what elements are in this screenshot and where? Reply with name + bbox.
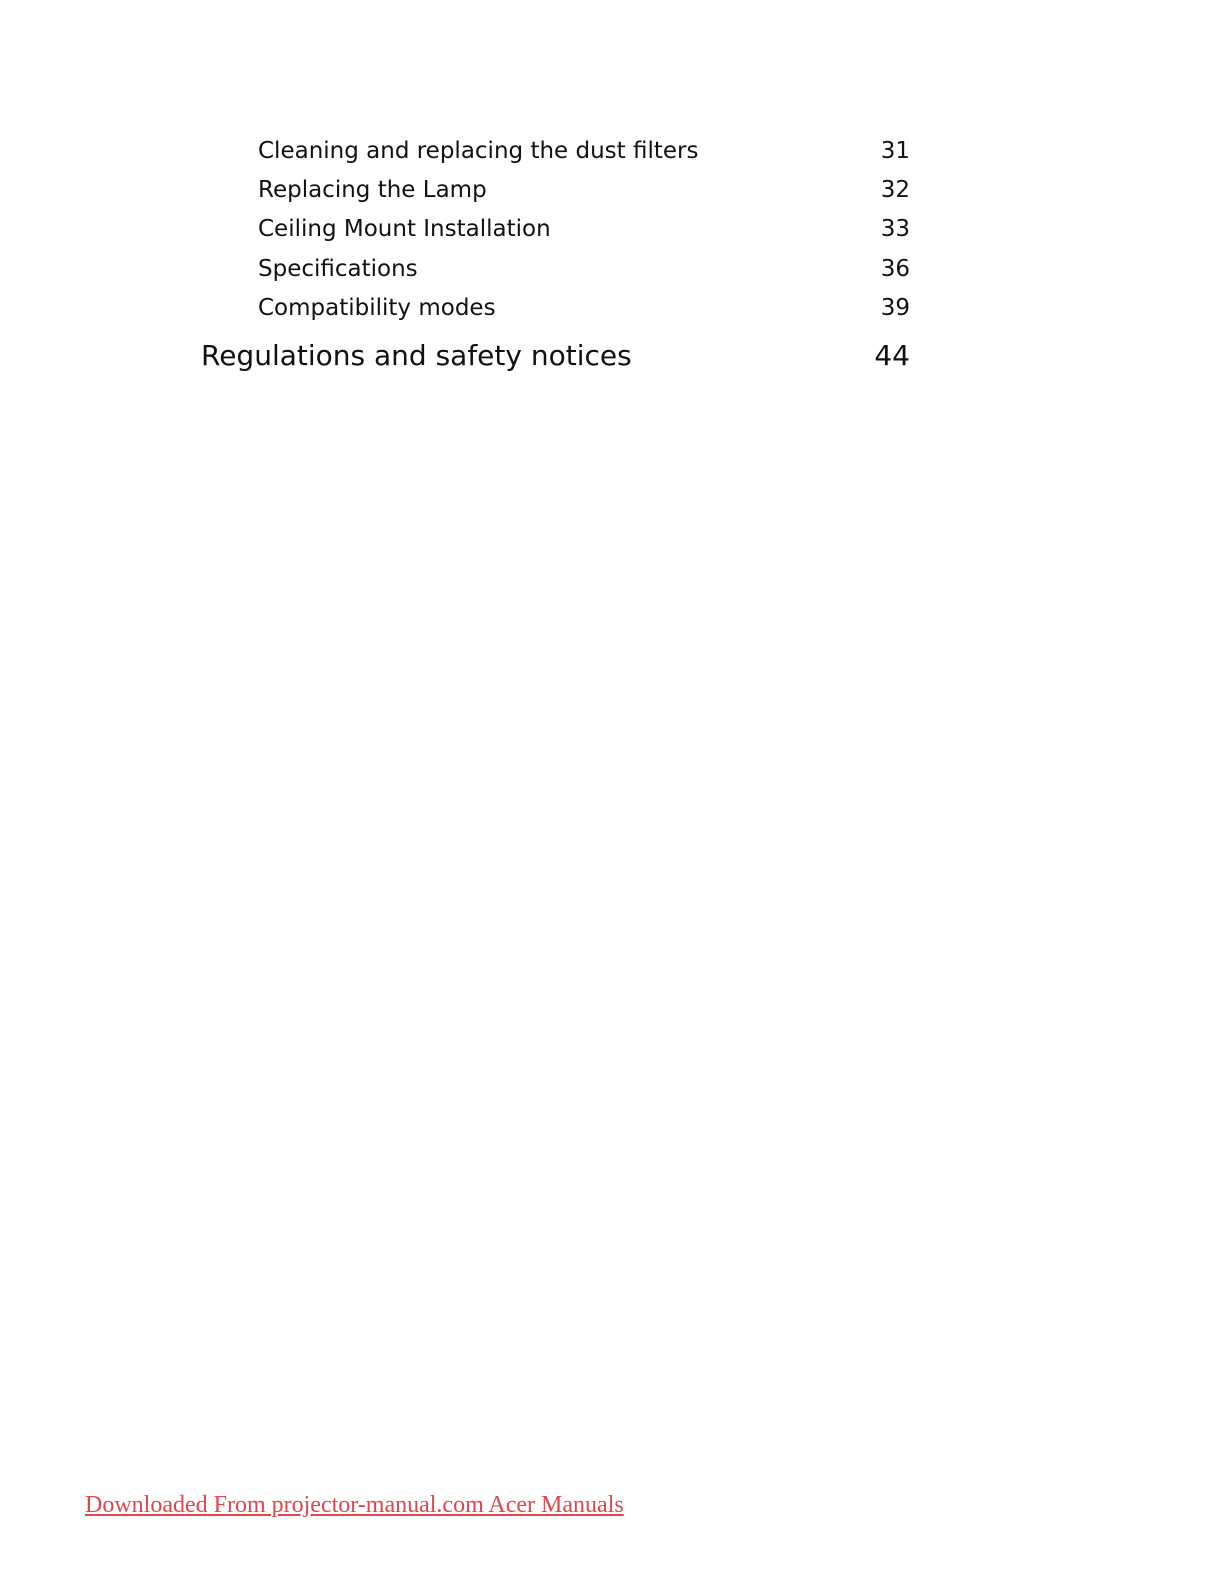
toc-entry-title: Cleaning and replacing the dust filters	[258, 138, 699, 164]
download-source-link[interactable]: Downloaded From projector-manual.com Acer Manuals	[85, 1492, 624, 1518]
toc-entry-title: Replacing the Lamp	[258, 177, 487, 203]
toc-entry-ceiling-mount[interactable]	[258, 216, 910, 242]
toc-section-title: Regulations and safety notices	[201, 339, 632, 372]
toc-entry-title: Compatibility modes	[258, 295, 496, 321]
toc-entry-replacing-lamp[interactable]	[258, 177, 910, 203]
toc-entry-page: 36	[880, 256, 910, 282]
toc-entry-page: 33	[880, 216, 910, 242]
toc-entry-page: 31	[880, 138, 910, 164]
toc-entry-dust-filters[interactable]	[258, 138, 910, 164]
toc-entry-compatibility-modes[interactable]	[258, 295, 910, 321]
toc-entry-page: 32	[880, 177, 910, 203]
toc-entry-specifications[interactable]	[258, 256, 910, 282]
toc-section-page: 44	[874, 339, 910, 372]
toc-entry-title: Ceiling Mount Installation	[258, 216, 551, 242]
toc-section-regulations[interactable]	[201, 339, 910, 372]
toc-entry-title: Specifications	[258, 256, 418, 282]
toc-entry-page: 39	[880, 295, 910, 321]
